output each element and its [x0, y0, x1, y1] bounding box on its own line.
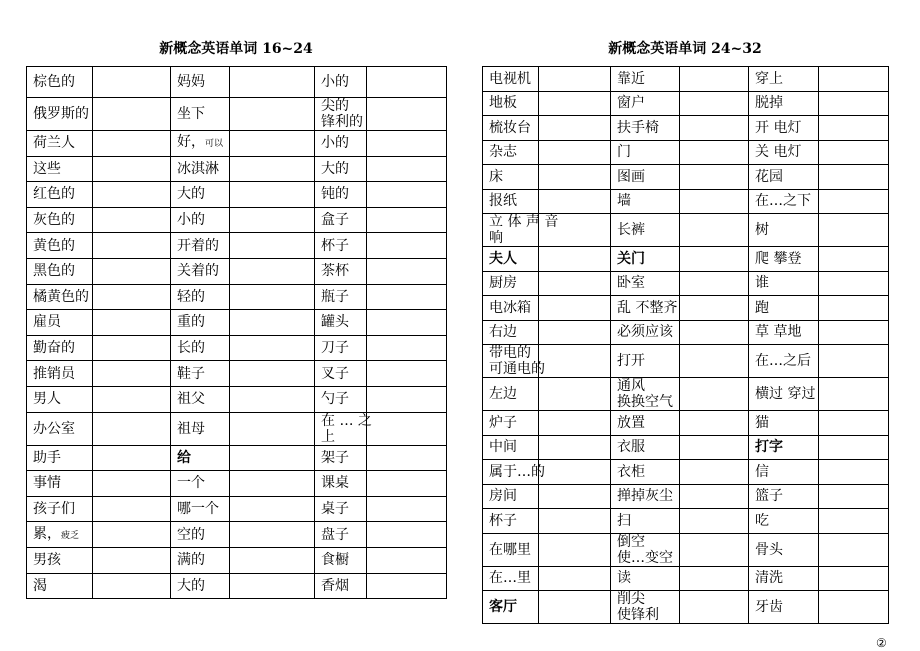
english-answer-cell[interactable]: [819, 591, 889, 624]
english-answer-cell[interactable]: [539, 591, 611, 624]
chinese-word-cell: 靠近: [611, 67, 680, 92]
english-answer-cell[interactable]: [230, 98, 315, 131]
english-answer-cell[interactable]: [93, 445, 171, 471]
english-answer-cell[interactable]: [680, 320, 749, 345]
chinese-word-cell: 报纸: [483, 189, 539, 214]
chinese-word-cell: 长裤: [611, 214, 680, 247]
english-answer-cell[interactable]: [539, 566, 611, 591]
english-answer-cell[interactable]: [367, 233, 447, 259]
english-answer-cell[interactable]: [367, 573, 447, 599]
english-answer-cell[interactable]: [680, 296, 749, 321]
english-answer-cell[interactable]: [539, 271, 611, 296]
table-row: [483, 566, 889, 591]
chinese-word-cell: 架子: [315, 445, 367, 471]
english-answer-cell[interactable]: [367, 361, 447, 387]
chinese-word-cell: 衣服: [611, 435, 680, 460]
english-answer-cell[interactable]: [819, 116, 889, 141]
table-row: [483, 509, 889, 534]
chinese-word-cell: 空的: [171, 522, 230, 548]
table-row: [27, 496, 447, 522]
chinese-word-cell: 卧室: [611, 271, 680, 296]
chinese-word-cell: 图画: [611, 165, 680, 190]
chinese-word-cell: 棕色的: [27, 67, 93, 98]
chinese-word-cell: 门: [611, 140, 680, 165]
vocab-table-16-24: [26, 66, 447, 599]
table-row: [27, 258, 447, 284]
english-answer-cell[interactable]: [819, 509, 889, 534]
chinese-word-cell: 罐头: [315, 310, 367, 336]
english-answer-cell[interactable]: [819, 189, 889, 214]
chinese-word-cell: 勺子: [315, 386, 367, 412]
english-answer-cell[interactable]: [93, 284, 171, 310]
table-row: [483, 214, 889, 247]
english-answer-cell[interactable]: [819, 247, 889, 272]
english-answer-cell[interactable]: [230, 412, 315, 445]
chinese-word-cell: 炉子: [483, 411, 539, 436]
english-answer-cell[interactable]: [539, 189, 611, 214]
english-answer-cell[interactable]: [680, 460, 749, 485]
table-row: [27, 310, 447, 336]
table-row: [27, 284, 447, 310]
english-answer-cell[interactable]: [93, 573, 171, 599]
english-answer-cell[interactable]: [93, 496, 171, 522]
table-row: [27, 573, 447, 599]
english-answer-cell[interactable]: [680, 165, 749, 190]
chinese-word-cell: 打字: [749, 435, 819, 460]
english-answer-cell[interactable]: [539, 411, 611, 436]
english-answer-cell[interactable]: [539, 320, 611, 345]
english-answer-cell[interactable]: [539, 247, 611, 272]
english-answer-cell[interactable]: [680, 435, 749, 460]
english-answer-cell[interactable]: [539, 378, 611, 411]
english-answer-cell[interactable]: [680, 484, 749, 509]
table-row: [27, 233, 447, 259]
english-answer-cell[interactable]: [680, 214, 749, 247]
chinese-word-cell: 小的: [171, 207, 230, 233]
chinese-word-cell: 课桌: [315, 471, 367, 497]
english-answer-cell[interactable]: [367, 445, 447, 471]
english-answer-cell[interactable]: [680, 591, 749, 624]
chinese-word-cell: 开着的: [171, 233, 230, 259]
english-answer-cell[interactable]: [819, 140, 889, 165]
english-answer-cell[interactable]: [93, 522, 171, 548]
chinese-word-cell: 红色的: [27, 182, 93, 208]
english-answer-cell[interactable]: [367, 258, 447, 284]
table-row: [483, 533, 889, 566]
chinese-word-cell: 橘黄色的: [27, 284, 93, 310]
english-answer-cell[interactable]: [680, 378, 749, 411]
chinese-word-cell: 累，疲乏: [27, 522, 93, 548]
english-answer-cell[interactable]: [367, 67, 447, 98]
chinese-word-cell: 墙: [611, 189, 680, 214]
english-answer-cell[interactable]: [230, 207, 315, 233]
english-answer-cell[interactable]: [680, 247, 749, 272]
english-answer-cell[interactable]: [93, 335, 171, 361]
english-answer-cell[interactable]: [230, 131, 315, 157]
chinese-word-cell: 中间: [483, 435, 539, 460]
chinese-word-cell: 满的: [171, 547, 230, 573]
chinese-word-cell: 读: [611, 566, 680, 591]
english-answer-cell[interactable]: [230, 233, 315, 259]
chinese-word-cell: 祖父: [171, 386, 230, 412]
chinese-word-cell: 大的: [171, 573, 230, 599]
chinese-word-cell: 削尖 使锋利: [611, 591, 680, 624]
table-row: [27, 207, 447, 233]
table-row: [483, 67, 889, 92]
english-answer-cell[interactable]: [367, 386, 447, 412]
english-answer-cell[interactable]: [93, 258, 171, 284]
chinese-word-cell: 地板: [483, 91, 539, 116]
chinese-word-cell: 俄罗斯的: [27, 98, 93, 131]
table-row: [483, 140, 889, 165]
chinese-word-cell: 钝的: [315, 182, 367, 208]
table-row: [483, 271, 889, 296]
english-answer-cell[interactable]: [230, 310, 315, 336]
chinese-word-cell: 渴: [27, 573, 93, 599]
chinese-word-cell: 大的: [171, 182, 230, 208]
english-answer-cell[interactable]: [93, 471, 171, 497]
english-answer-cell[interactable]: [93, 361, 171, 387]
english-answer-cell[interactable]: [819, 345, 889, 378]
chinese-word-cell: 必须应该: [611, 320, 680, 345]
chinese-word-cell: 衣柜: [611, 460, 680, 485]
english-answer-cell[interactable]: [230, 67, 315, 98]
english-answer-cell[interactable]: [93, 67, 171, 98]
english-answer-cell[interactable]: [680, 411, 749, 436]
chinese-word-cell: 茶杯: [315, 258, 367, 284]
english-answer-cell[interactable]: [93, 207, 171, 233]
english-answer-cell[interactable]: [367, 471, 447, 497]
chinese-word-cell: 爬 攀登: [749, 247, 819, 272]
english-answer-cell[interactable]: [680, 271, 749, 296]
table-row: [27, 67, 447, 98]
english-answer-cell[interactable]: [230, 522, 315, 548]
chinese-word-cell: 刀子: [315, 335, 367, 361]
english-answer-cell[interactable]: [367, 412, 447, 445]
chinese-word-cell: 小的: [315, 67, 367, 98]
english-answer-cell[interactable]: [819, 91, 889, 116]
chinese-word-cell: 扫: [611, 509, 680, 534]
table-row: [27, 131, 447, 157]
chinese-word-cell: 盒子: [315, 207, 367, 233]
chinese-word-cell: 横过 穿过: [749, 378, 819, 411]
english-answer-cell[interactable]: [93, 233, 171, 259]
table-row: [27, 335, 447, 361]
chinese-word-cell: 在哪里: [483, 533, 539, 566]
chinese-word-cell: 脱掉: [749, 91, 819, 116]
chinese-word-cell: 推销员: [27, 361, 93, 387]
chinese-word-cell: 左边: [483, 378, 539, 411]
chinese-word-cell: 放置: [611, 411, 680, 436]
table-row: [483, 345, 889, 378]
english-answer-cell[interactable]: [93, 98, 171, 131]
english-answer-cell[interactable]: [539, 67, 611, 92]
chinese-word-cell: 办公室: [27, 412, 93, 445]
chinese-word-cell: 掸掉灰尘: [611, 484, 680, 509]
chinese-word-cell: 倒空 使…变空: [611, 533, 680, 566]
english-answer-cell[interactable]: [680, 116, 749, 141]
chinese-word-cell: 男孩: [27, 547, 93, 573]
english-answer-cell[interactable]: [539, 484, 611, 509]
english-answer-cell[interactable]: [819, 460, 889, 485]
english-answer-cell[interactable]: [367, 310, 447, 336]
english-answer-cell[interactable]: [680, 189, 749, 214]
english-answer-cell[interactable]: [230, 547, 315, 573]
chinese-word-cell: 骨头: [749, 533, 819, 566]
table-row: [483, 435, 889, 460]
english-answer-cell[interactable]: [680, 345, 749, 378]
chinese-word-cell: 大的: [315, 156, 367, 182]
chinese-word-cell: 在…之后: [749, 345, 819, 378]
english-answer-cell[interactable]: [539, 460, 611, 485]
chinese-word-cell: 右边: [483, 320, 539, 345]
table-row: [483, 378, 889, 411]
vocab-table-24-32: [482, 66, 889, 624]
chinese-word-cell: 好，可以: [171, 131, 230, 157]
chinese-word-cell: 尖的 锋利的: [315, 98, 367, 131]
chinese-word-cell: 花园: [749, 165, 819, 190]
chinese-word-cell: 祖母: [171, 412, 230, 445]
chinese-word-cell: 关着的: [171, 258, 230, 284]
english-answer-cell[interactable]: [539, 91, 611, 116]
chinese-word-cell: 开 电灯: [749, 116, 819, 141]
chinese-word-cell: 轻的: [171, 284, 230, 310]
english-answer-cell[interactable]: [819, 296, 889, 321]
table-row: [27, 361, 447, 387]
english-answer-cell[interactable]: [680, 533, 749, 566]
chinese-word-cell: 在…里: [483, 566, 539, 591]
chinese-word-cell: 房间: [483, 484, 539, 509]
chinese-word-cell: 瓶子: [315, 284, 367, 310]
chinese-word-cell: 信: [749, 460, 819, 485]
english-answer-cell[interactable]: [367, 156, 447, 182]
chinese-word-cell: 桌子: [315, 496, 367, 522]
chinese-word-cell: 树: [749, 214, 819, 247]
english-answer-cell[interactable]: [680, 566, 749, 591]
english-answer-cell[interactable]: [230, 361, 315, 387]
table-row: [27, 98, 447, 131]
chinese-word-cell: 助手: [27, 445, 93, 471]
chinese-word-cell: 梳妆台: [483, 116, 539, 141]
english-answer-cell[interactable]: [819, 214, 889, 247]
table-row: [483, 165, 889, 190]
chinese-word-cell: 小的: [315, 131, 367, 157]
chinese-word-cell: 给: [171, 445, 230, 471]
chinese-word-cell: 黑色的: [27, 258, 93, 284]
right-table-title: 新概念英语单词 24~32: [608, 41, 762, 57]
chinese-word-cell: 厨房: [483, 271, 539, 296]
chinese-word-cell: 打开: [611, 345, 680, 378]
table-row: [483, 116, 889, 141]
table-row: [483, 189, 889, 214]
english-answer-cell[interactable]: [680, 140, 749, 165]
english-answer-cell[interactable]: [819, 435, 889, 460]
english-answer-cell[interactable]: [367, 182, 447, 208]
chinese-word-cell: 猫: [749, 411, 819, 436]
chinese-word-cell: 客厅: [483, 591, 539, 624]
english-answer-cell[interactable]: [819, 484, 889, 509]
chinese-word-cell: 妈妈: [171, 67, 230, 98]
english-answer-cell[interactable]: [819, 271, 889, 296]
english-answer-cell[interactable]: [680, 509, 749, 534]
english-answer-cell[interactable]: [367, 98, 447, 131]
english-answer-cell[interactable]: [230, 182, 315, 208]
table-row: [27, 386, 447, 412]
chinese-word-cell: 带电的 可通电的: [483, 345, 539, 378]
table-row: [27, 471, 447, 497]
chinese-word-cell: 男人: [27, 386, 93, 412]
chinese-word-cell: 扶手椅: [611, 116, 680, 141]
chinese-word-cell: 跑: [749, 296, 819, 321]
english-answer-cell[interactable]: [680, 67, 749, 92]
chinese-word-cell: 叉子: [315, 361, 367, 387]
english-answer-cell[interactable]: [230, 156, 315, 182]
chinese-word-cell: 荷兰人: [27, 131, 93, 157]
table-row: [483, 411, 889, 436]
english-answer-cell[interactable]: [539, 509, 611, 534]
english-answer-cell[interactable]: [367, 522, 447, 548]
chinese-word-cell: 牙齿: [749, 591, 819, 624]
table-row: [27, 412, 447, 445]
english-answer-cell[interactable]: [230, 335, 315, 361]
chinese-word-cell: 清洗: [749, 566, 819, 591]
english-answer-cell[interactable]: [367, 207, 447, 233]
english-answer-cell[interactable]: [367, 496, 447, 522]
english-answer-cell[interactable]: [230, 258, 315, 284]
table-row: [27, 182, 447, 208]
chinese-word-cell: 草 草地: [749, 320, 819, 345]
english-answer-cell[interactable]: [230, 284, 315, 310]
chinese-word-cell: 食橱: [315, 547, 367, 573]
english-answer-cell[interactable]: [93, 547, 171, 573]
chinese-word-cell: 床: [483, 165, 539, 190]
chinese-word-cell: 电冰箱: [483, 296, 539, 321]
english-answer-cell[interactable]: [819, 320, 889, 345]
english-answer-cell[interactable]: [819, 67, 889, 92]
english-answer-cell[interactable]: [230, 573, 315, 599]
chinese-word-cell: 孩子们: [27, 496, 93, 522]
english-answer-cell[interactable]: [819, 533, 889, 566]
english-answer-cell[interactable]: [93, 386, 171, 412]
chinese-word-cell: 乱 不整齐: [611, 296, 680, 321]
english-answer-cell[interactable]: [93, 310, 171, 336]
english-answer-cell[interactable]: [539, 165, 611, 190]
chinese-word-cell: 冰淇淋: [171, 156, 230, 182]
table-row: [27, 445, 447, 471]
table-row: [27, 156, 447, 182]
english-answer-cell[interactable]: [230, 386, 315, 412]
english-answer-cell[interactable]: [539, 345, 611, 378]
english-answer-cell[interactable]: [93, 131, 171, 157]
english-answer-cell[interactable]: [367, 547, 447, 573]
page-number: ②: [876, 636, 887, 650]
chinese-word-cell: 坐下: [171, 98, 230, 131]
chinese-word-cell: 谁: [749, 271, 819, 296]
table-row: [483, 247, 889, 272]
chinese-word-cell: 勤奋的: [27, 335, 93, 361]
chinese-word-cell: 事情: [27, 471, 93, 497]
english-answer-cell[interactable]: [367, 131, 447, 157]
english-answer-cell[interactable]: [367, 335, 447, 361]
english-answer-cell[interactable]: [539, 140, 611, 165]
table-row: [483, 91, 889, 116]
chinese-word-cell: 灰色的: [27, 207, 93, 233]
chinese-word-cell: 属于…的: [483, 460, 539, 485]
english-answer-cell[interactable]: [230, 471, 315, 497]
chinese-word-cell: 杯子: [483, 509, 539, 534]
chinese-word-cell: 关门: [611, 247, 680, 272]
table-row: [27, 547, 447, 573]
english-answer-cell[interactable]: [93, 182, 171, 208]
english-answer-cell[interactable]: [93, 156, 171, 182]
chinese-word-cell: 穿上: [749, 67, 819, 92]
chinese-word-cell: 杯子: [315, 233, 367, 259]
chinese-word-cell: 篮子: [749, 484, 819, 509]
english-answer-cell[interactable]: [93, 412, 171, 445]
chinese-word-cell: 香烟: [315, 573, 367, 599]
english-answer-cell[interactable]: [230, 445, 315, 471]
chinese-word-cell: 雇员: [27, 310, 93, 336]
chinese-word-cell: 电视机: [483, 67, 539, 92]
table-row: [483, 591, 889, 624]
chinese-word-cell: 盘子: [315, 522, 367, 548]
english-answer-cell[interactable]: [539, 435, 611, 460]
english-answer-cell[interactable]: [539, 116, 611, 141]
english-answer-cell[interactable]: [539, 533, 611, 566]
chinese-word-cell: 长的: [171, 335, 230, 361]
english-answer-cell[interactable]: [539, 296, 611, 321]
chinese-word-cell: 窗户: [611, 91, 680, 116]
chinese-word-cell: 吃: [749, 509, 819, 534]
english-answer-cell[interactable]: [230, 496, 315, 522]
english-answer-cell[interactable]: [819, 411, 889, 436]
chinese-word-cell: 在 … 之 上: [315, 412, 367, 445]
chinese-word-cell: 夫人: [483, 247, 539, 272]
chinese-word-cell: 在…之下: [749, 189, 819, 214]
chinese-word-cell: 鞋子: [171, 361, 230, 387]
chinese-word-cell: 杂志: [483, 140, 539, 165]
table-row: [483, 296, 889, 321]
chinese-word-cell: 黄色的: [27, 233, 93, 259]
chinese-word-cell: 立 体 声 音 响: [483, 214, 539, 247]
english-answer-cell[interactable]: [819, 566, 889, 591]
table-row: [27, 522, 447, 548]
chinese-word-cell: 这些: [27, 156, 93, 182]
english-answer-cell[interactable]: [819, 378, 889, 411]
table-row: [483, 484, 889, 509]
chinese-word-cell: 一个: [171, 471, 230, 497]
table-row: [483, 460, 889, 485]
english-answer-cell[interactable]: [819, 165, 889, 190]
english-answer-cell[interactable]: [680, 91, 749, 116]
chinese-word-cell: 重的: [171, 310, 230, 336]
chinese-word-cell: 通风 换换空气: [611, 378, 680, 411]
chinese-word-cell: 哪一个: [171, 496, 230, 522]
english-answer-cell[interactable]: [367, 284, 447, 310]
chinese-word-cell: 关 电灯: [749, 140, 819, 165]
left-table-title: 新概念英语单词 16~24: [159, 41, 313, 57]
table-row: [483, 320, 889, 345]
